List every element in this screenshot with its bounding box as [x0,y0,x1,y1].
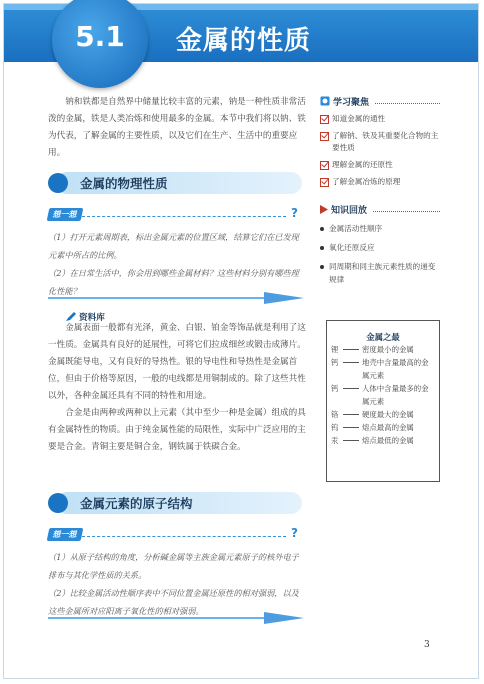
arrow-bar [48,297,268,299]
focus-icon [320,96,330,106]
heading-text: 金属的物理性质 [80,176,168,191]
think-questions [48,228,304,300]
review-text: 金属活动性顺序 [329,224,383,233]
knowledge-review-title: 知识回放 [331,205,368,216]
question-mark-icon: ? [291,206,298,220]
checkbox-icon [320,178,329,187]
reference-row [327,343,439,356]
play-arrow-icon [320,205,328,214]
arrow-head-icon [264,292,304,304]
dash [343,362,359,382]
element-desc: 人体中含量最多的金属元素 [362,384,429,406]
learning-focus-heading [320,94,440,108]
reference-row [327,356,439,382]
goal-text: 理解金属的还原性 [332,160,393,169]
reference-box [326,320,440,482]
goal-text: 了解金属冶炼的原理 [332,177,401,186]
physical-paragraph-2: 合金是由两种或两种以上元素（其中至少一种是金属）组成的具有金属特性的物质。由于纯金属性能的局限性，实际中广泛应用的主要是合金。青铜主要是铜合金，钢铁属于铁碳合金。 [48,408,306,452]
think-footer-arrow [48,292,304,304]
heading-dot-icon [48,493,68,513]
reference-row [327,434,439,447]
dashed-divider [82,536,286,537]
dotted-leader [373,211,440,212]
checkbox-icon [320,115,329,124]
dotted-leader [375,103,440,104]
goal-item [320,159,440,171]
element-desc: 熔点最高的金属 [362,423,414,432]
dash [343,440,359,447]
think-label: 想一想 [47,528,84,541]
reference-title [64,311,107,323]
think-question-2: （2）在日常生活中，你会用到哪些金属材料？这些材料分别有哪些理化性能？ [48,268,299,296]
think-box-2 [48,528,304,624]
physical-paragraph-1: 金属表面一般都有光泽，黄金、白银、铂金等饰品就是利用了这一性质。金属具有良好的延展性，可将它们拉成细丝或锻击成薄片。金属既能导电，又有良好的导热性。银的导电性和导热性是金属首位，但由于价格等原因，一般的电线都是用铜制成的。除了这些共性以外，各种金属还具有不同的特性和用途。 [48,323,306,401]
think-questions [48,548,304,620]
think-footer-arrow [48,612,304,624]
reference-heading: 金属之最 [366,332,400,342]
arrow-head-icon [264,612,304,624]
goal-text: 了解钠、铁及其重要化合物的主要性质 [332,131,439,152]
element-name: 钨 [331,423,339,432]
section-title: 金属的性质 [176,26,312,56]
reference-row [327,421,439,434]
pencil-icon [66,312,76,321]
think-question-1: （1）从原子结构的角度，分析碱金属等主族金属元素原子的核外电子排布与其化学性质的关系。 [48,552,299,580]
element-name: 钙 [331,384,339,393]
dash [343,427,359,434]
bullet-icon [320,246,324,250]
goal-item [320,130,440,154]
element-name: 锂 [331,345,339,354]
intro-block [48,94,306,162]
dash [343,388,359,408]
heading-physical-properties [48,172,302,194]
element-name: 钙 [331,358,339,367]
element-desc: 熔点最低的金属 [362,436,414,445]
goal-item [320,176,440,188]
review-item [320,260,440,286]
dash [343,414,359,421]
review-text: 氧化还原反应 [329,243,375,252]
element-desc: 硬度最大的金属 [362,410,414,419]
goal-text: 知道金属的通性 [332,114,386,123]
bullet-icon [320,265,324,269]
think-box-1 [48,208,304,304]
question-mark-icon: ? [291,526,298,540]
page-number: 3 [424,640,430,650]
physical-properties-body [48,320,306,456]
heading-dot-icon [48,173,68,193]
reference-row [327,408,439,421]
checkbox-icon [320,161,329,170]
knowledge-review-heading [320,202,440,216]
dashed-divider [82,216,286,217]
learning-focus-title: 学习聚焦 [333,97,370,108]
element-desc: 地壳中含量最高的金属元素 [362,358,429,380]
review-text: 同周期和同主族元素性质的递变规律 [329,262,436,284]
goal-item [320,113,440,125]
element-name: 汞 [331,436,339,445]
dash [343,349,359,356]
arrow-bar [48,617,268,619]
sidebar [320,94,440,286]
intro-paragraph: 钠和铁都是自然界中储量比较丰富的元素，钠是一种性质非常活泼的金属，铁是人类冶炼和使用最多的金属。本节中我们将以钠、铁为代表，了解金属的主要性质，以及它们在生产、生活中的重要应用。 [48,97,306,158]
element-name: 铬 [331,410,339,419]
element-desc: 密度最小的金属 [362,345,414,354]
checkbox-icon [320,132,329,141]
review-item [320,241,440,254]
reference-row [327,382,439,408]
think-header [48,528,304,542]
think-question-2: （2）比较金属活动性顺序表中不同位置金属还原性的相对强弱，以及这些金属所对应阳离子氧化性的相对强弱。 [48,588,299,616]
review-item [320,222,440,235]
heading-text: 金属元素的原子结构 [80,496,193,511]
think-question-1: （1）打开元素周期表，标出金属元素的位置区域，结算它们在已发现元素中所占的比例。 [48,232,299,260]
heading-atomic-structure [48,492,302,514]
bullet-icon [320,227,324,231]
think-label: 想一想 [47,208,84,221]
section-number: 5.1 [75,20,125,53]
think-header [48,208,304,222]
reference-title-text: 资料库 [79,313,105,323]
